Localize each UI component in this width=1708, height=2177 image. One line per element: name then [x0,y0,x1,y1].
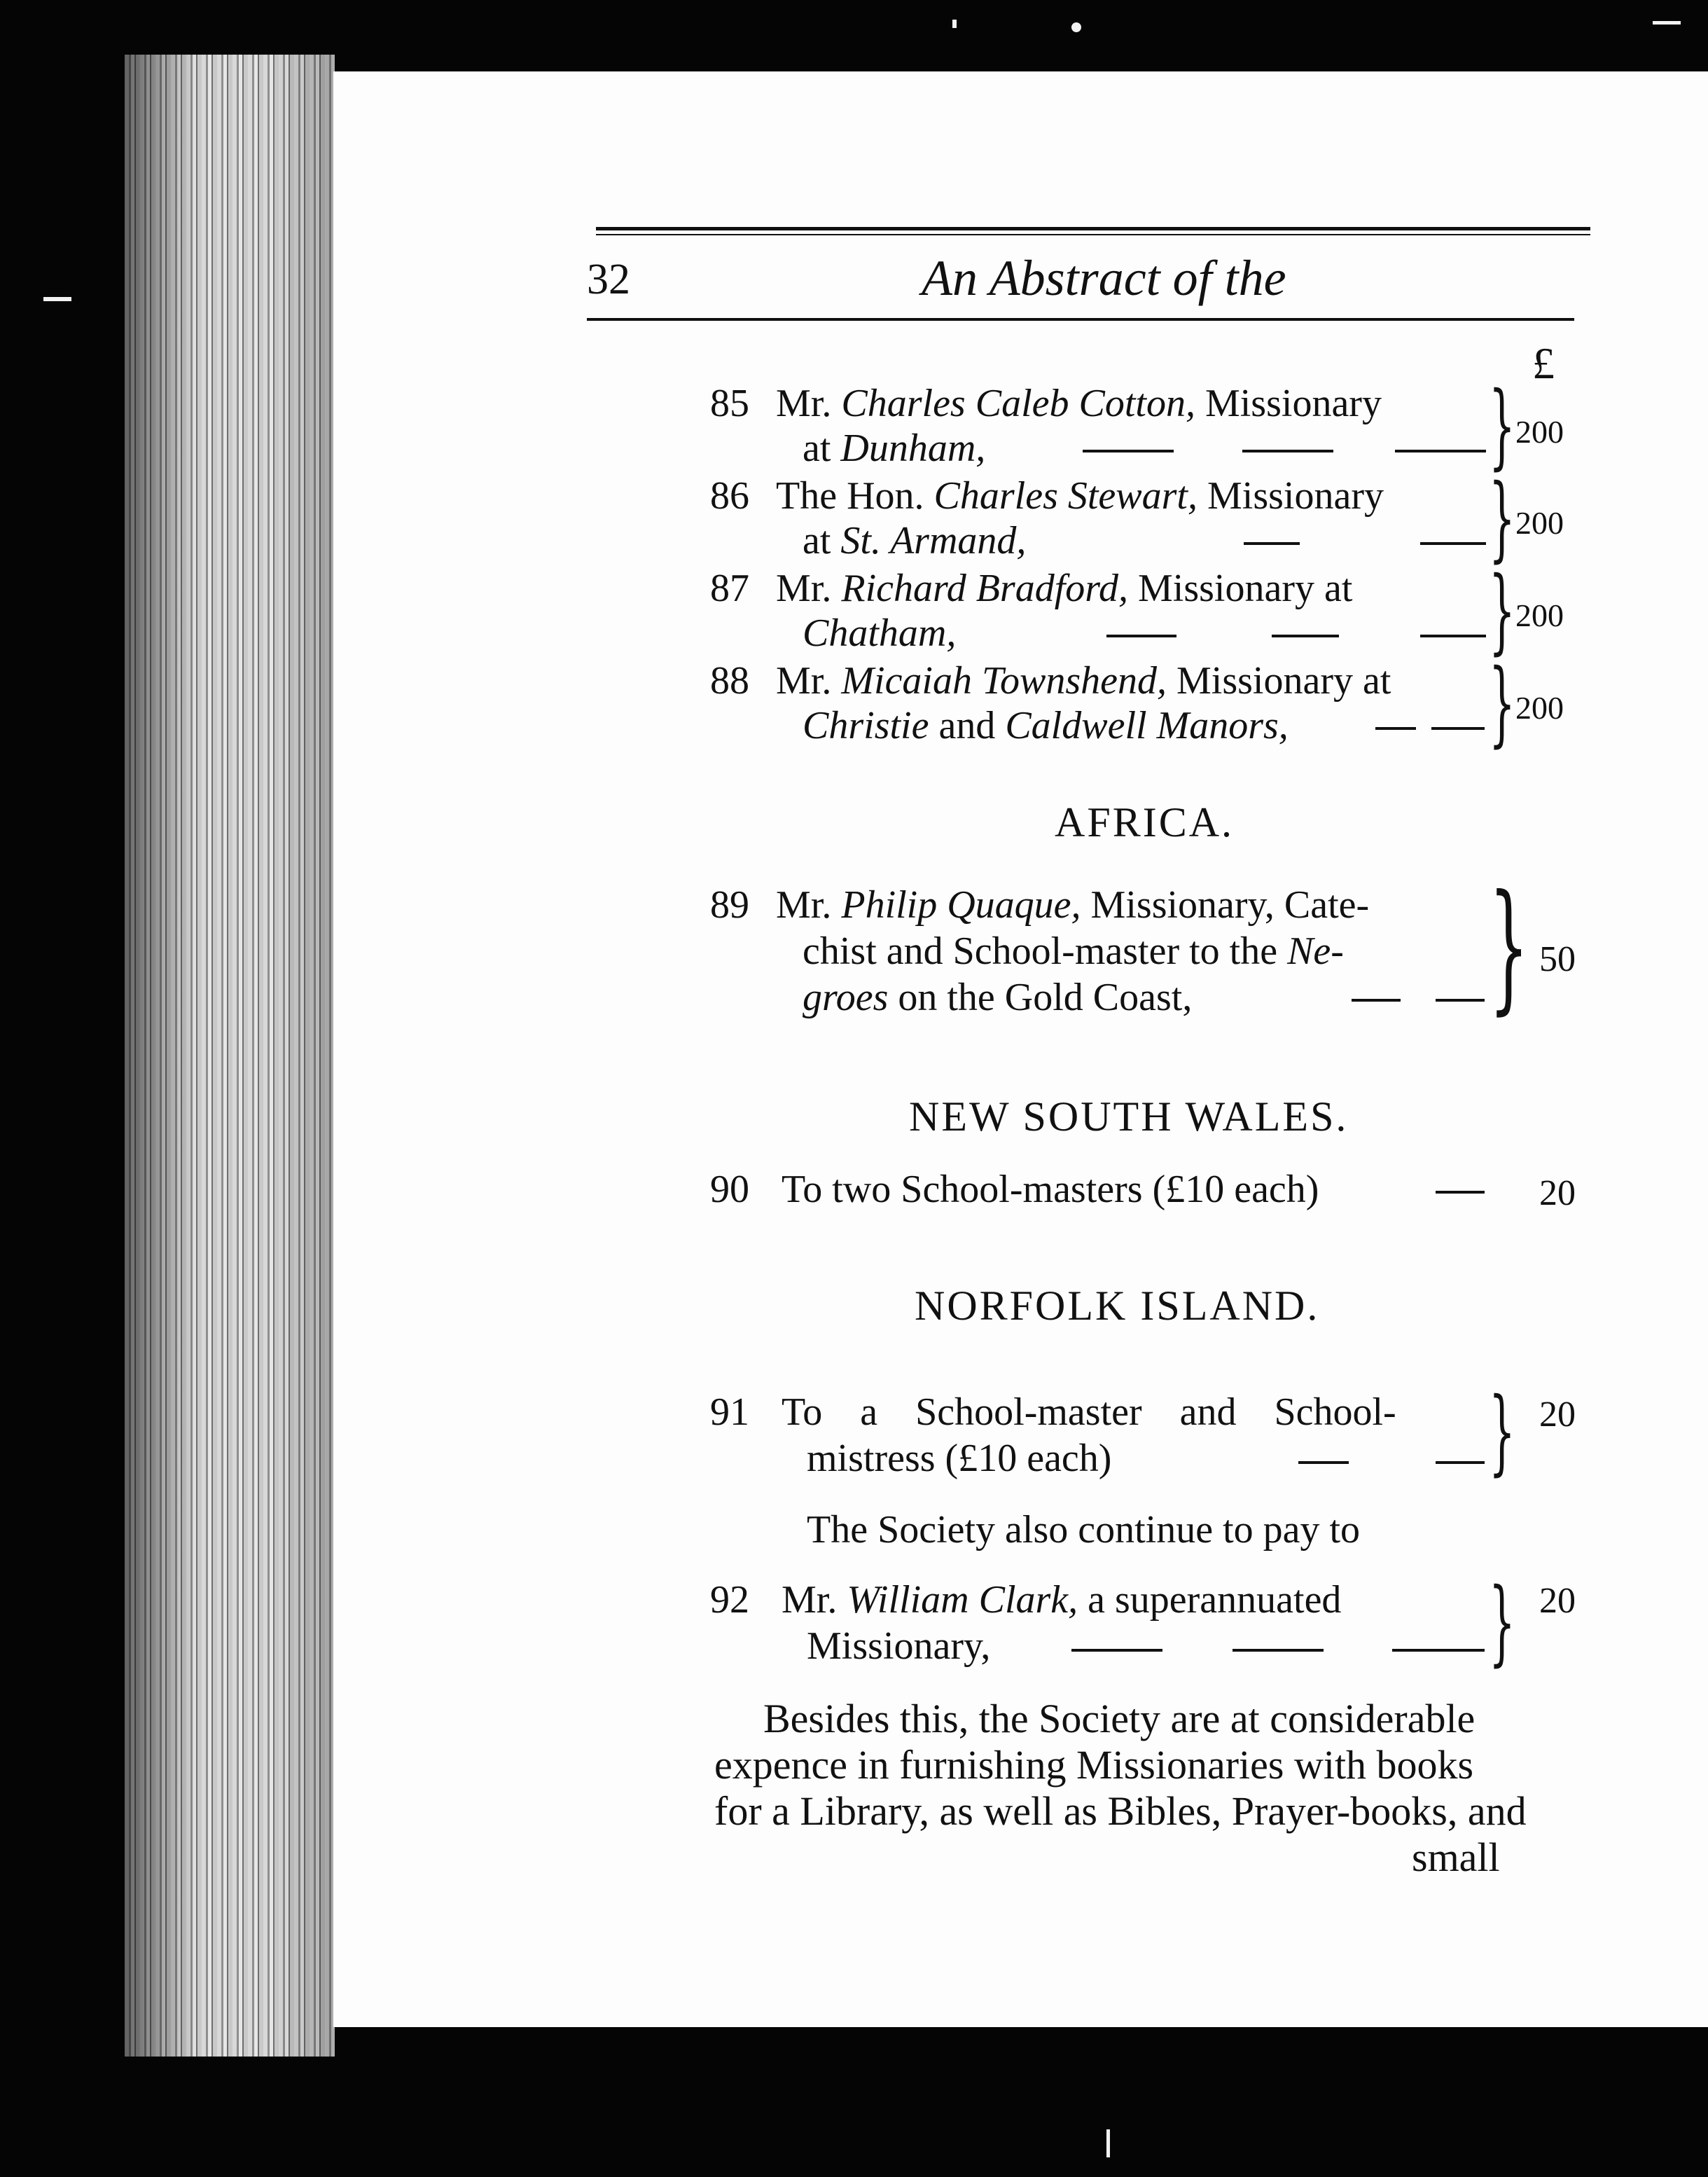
closing-line-3: for a Library, as well as Bibles, Prayer-books, and [714,1788,1527,1834]
amount: 20 [1539,1581,1576,1621]
entry-line-2: mistress (£10 each) [807,1437,1112,1480]
entry-line-1-pre: Mr. [776,382,842,425]
entry-line-1-pre: Mr. [776,883,842,927]
leader-dash [1233,1649,1324,1652]
amount: 50 [1539,939,1576,979]
entry-name: Richard Bradford, [841,567,1128,610]
entry-number: 89 [710,883,749,927]
brace: } [1489,1378,1515,1486]
entry-number: 86 [710,474,749,518]
leader-dash [1083,450,1174,452]
entry-line-2-pre: at [803,427,841,470]
page-number: 32 [587,256,630,303]
entry-number: 90 [710,1168,749,1211]
closing-line-2: expence in furnishing Missionaries with books [714,1742,1474,1788]
catchword: small [1412,1834,1500,1880]
leader-dash [1420,635,1486,637]
page-edges-shadow [125,55,335,2057]
header-top-rule [596,227,1590,230]
running-title: An Abstract of the [922,250,1286,306]
leader-dash [1375,727,1416,730]
entry-line-2-italic: Ne- [1287,929,1344,973]
leader-dash [1106,635,1176,637]
leader-dash [1436,1191,1485,1194]
entry-number: 85 [710,382,749,425]
leader-dash [1242,450,1333,452]
scan-speck [43,297,71,301]
entry-line-2 [803,703,1289,748]
entry-number: 92 [710,1578,749,1622]
amount: 20 [1539,1173,1576,1213]
entry-text: To two School-masters (£10 each) [782,1168,1319,1211]
entry-line-2 [803,611,956,656]
entry-number: 91 [710,1390,749,1434]
entry-line-1-pre: Mr. [776,659,842,703]
entry-line-1 [776,381,1382,426]
header-bottom-rule [587,318,1574,321]
header-top-rule-thin [596,234,1590,235]
entry-place: Dunham, [840,427,986,470]
leader-dash [1436,1461,1485,1464]
leader-dash [1436,999,1485,1002]
brace: } [1489,865,1529,1028]
leader-dash [1431,727,1485,730]
amount: 200 [1515,414,1564,450]
entry-line-1 [776,883,1369,927]
entry-line-1-post: a superannuated [1078,1578,1342,1622]
entry-name: William Clark, [847,1578,1078,1622]
entry-place: Chatham, [803,611,957,655]
entry-line-2-pre: chist and School-master to the [803,929,1288,973]
continue-line: The Society also continue to pay to [807,1508,1361,1551]
amount: 20 [1539,1395,1576,1435]
entry-line-2-mid: and [929,704,1006,747]
entry-line-2 [803,426,985,471]
currency-symbol: £ [1532,338,1555,388]
entry-line-1-post: Missionary [1195,382,1382,425]
entry-name: Micaiah Townshend, [841,659,1167,703]
entry-name: Philip Quaque, [841,883,1081,927]
entry-line-1-pre: The Hon. [776,474,934,518]
entry-line-1 [782,1577,1341,1622]
entry-line-1-post: Missionary [1197,474,1384,518]
entry-line-1: To a School-master and School- [782,1390,1396,1434]
entry-line-3 [803,975,1192,1020]
entry-line-3-italic: groes [803,976,889,1019]
entry-line-2-pre: at [803,519,841,562]
leader-dash [1244,542,1300,545]
entry-place: Christie [803,704,929,747]
amount: 200 [1515,505,1564,541]
entry-place: St. Armand, [840,519,1027,562]
entry-line-1 [776,658,1391,703]
entry-line-1-post: Missionary, Cate- [1081,883,1370,927]
brace: } [1489,464,1515,572]
brace: } [1489,649,1515,757]
entry-number: 88 [710,659,749,703]
leader-dash [1298,1461,1349,1464]
scan-speck [1106,2129,1110,2157]
brace: } [1489,372,1515,480]
section-heading-norfolk: NORFOLK ISLAND. [915,1283,1320,1329]
entry-line-2: Missionary, [807,1624,991,1668]
amount: 200 [1515,597,1564,633]
leader-dash [1420,542,1486,545]
entry-line-1-pre: Mr. [782,1578,847,1622]
entry-line-2 [803,518,1026,563]
scan-speck [952,20,957,28]
section-heading-nsw: NEW SOUTH WALES. [909,1093,1349,1140]
entry-line-1-post: Missionary at [1127,567,1353,610]
closing-line-1: Besides this, the Society are at considerable [763,1696,1476,1741]
section-heading-africa: AFRICA. [1055,799,1235,845]
entry-line-2 [803,929,1344,974]
entry-line-3-post: on the Gold Coast, [888,976,1193,1019]
entry-place-2: Caldwell Manors, [1005,704,1289,747]
leader-dash [1071,1649,1162,1652]
scan-speck [1653,21,1681,25]
entry-name: Charles Caleb Cotton, [841,382,1195,425]
brace: } [1489,1568,1515,1676]
entry-number: 87 [710,567,749,610]
leader-dash [1272,635,1339,637]
book-page [333,71,1708,2027]
entry-name: Charles Stewart, [933,474,1197,518]
leader-dash [1395,450,1486,452]
leader-dash [1352,999,1401,1002]
entry-line-1-post: Missionary at [1166,659,1391,703]
amount: 200 [1515,690,1564,726]
entry-line-1-pre: Mr. [776,567,842,610]
leader-dash [1392,1649,1485,1652]
scan-speck [1071,22,1081,32]
entry-line-1 [776,474,1384,518]
entry-line-1 [776,566,1352,611]
brace: } [1489,557,1515,665]
